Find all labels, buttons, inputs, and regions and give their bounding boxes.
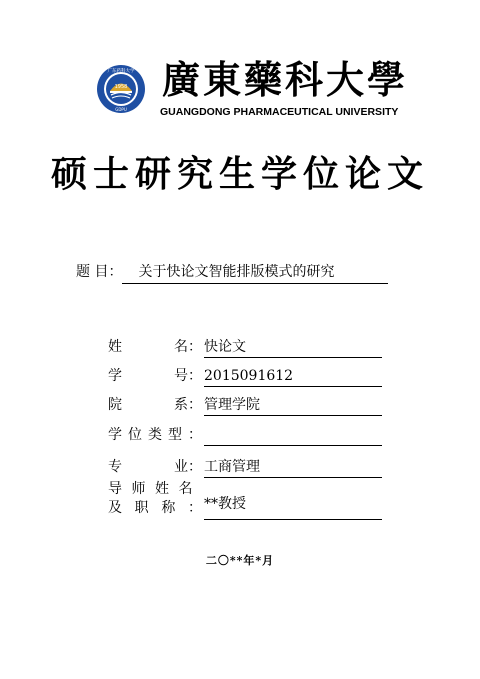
seal-abbrev: GDPU <box>115 107 127 112</box>
seal-name: 广东药科大学 <box>107 69 135 74</box>
seal-year: 1958 <box>114 84 128 90</box>
field-student-id <box>108 361 382 387</box>
field-value: 2015091612 <box>204 366 382 387</box>
subject-value: 关于快论文智能排版模式的研究 <box>122 262 388 284</box>
subject-line <box>76 262 388 284</box>
field-advisor <box>108 480 382 520</box>
field-major <box>108 452 382 478</box>
field-value: 管理学院 <box>204 395 382 416</box>
field-label: 姓 名： <box>108 339 202 355</box>
subject-label: 题 目： <box>76 264 123 280</box>
thesis-type-title: 硕士研究生学位论文 <box>50 153 429 195</box>
field-value: 快论文 <box>204 337 382 358</box>
field-name <box>108 332 382 358</box>
field-value <box>204 425 382 446</box>
field-degree-type <box>108 420 382 446</box>
field-department <box>108 390 382 416</box>
university-name-english: GUANGDONG PHARMACEUTICAL UNIVERSITY <box>160 106 399 118</box>
date-line: 二〇**年*月 <box>205 554 275 567</box>
field-label: 导 师 姓 名 及 职 称 ： <box>108 481 202 516</box>
university-seal-icon <box>96 64 146 114</box>
field-value: **教授 <box>204 493 382 520</box>
field-label: 学 号： <box>108 368 202 384</box>
field-label: 专 业： <box>108 459 202 475</box>
field-label: 院 系： <box>108 397 202 413</box>
field-label: 学 位 类 型 ： <box>108 427 202 443</box>
university-name-chinese: 廣東藥科大學 <box>162 57 409 102</box>
field-value: 工商管理 <box>204 457 382 478</box>
